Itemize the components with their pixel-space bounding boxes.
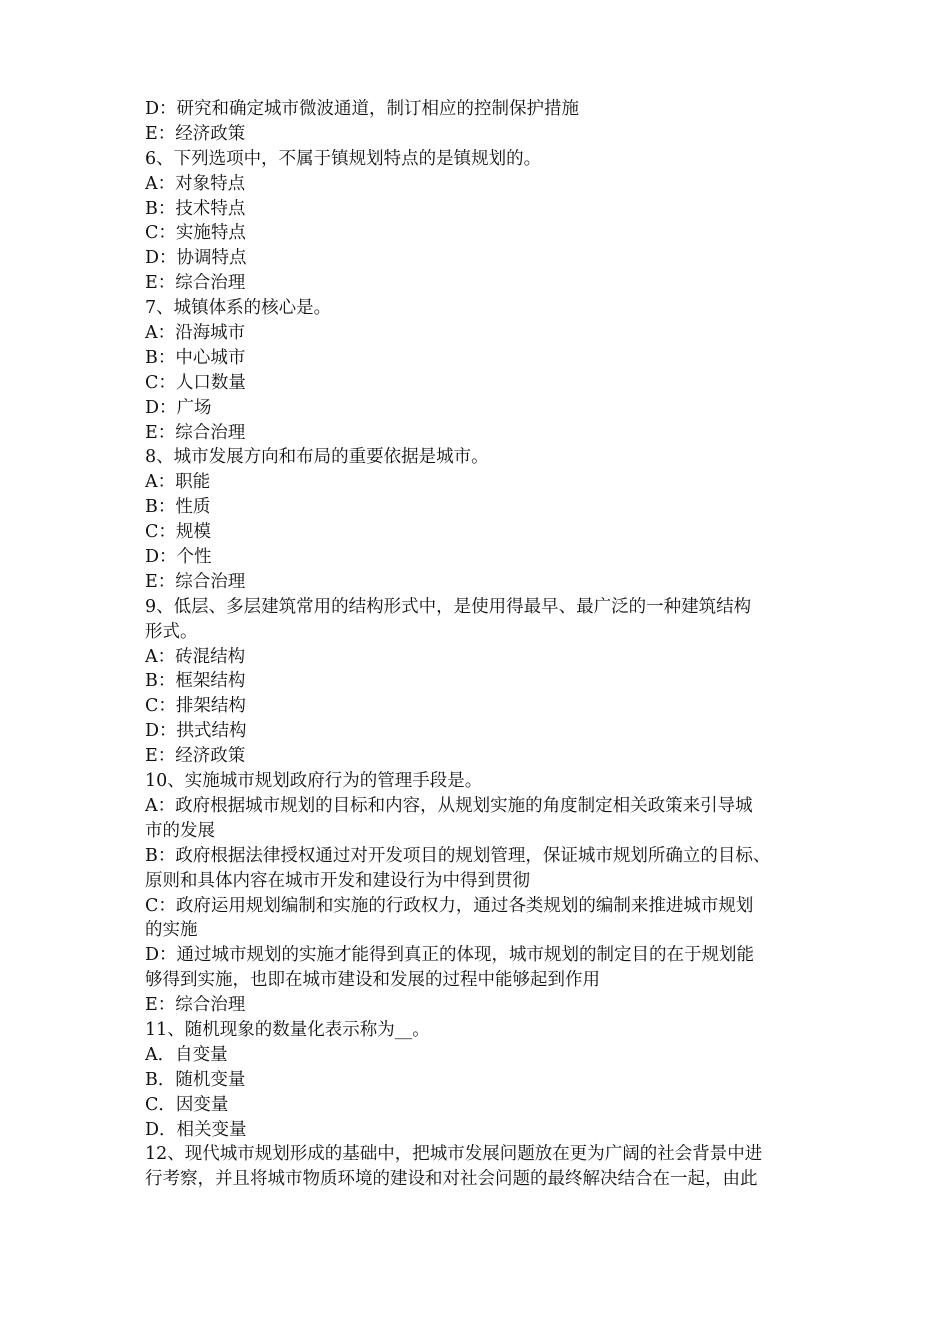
- option-d: D：协调特点: [145, 248, 247, 269]
- option-a: A：对象特点: [145, 173, 246, 194]
- option-e: E：综合治理: [145, 273, 246, 294]
- question-6: 6、下列选项中，不属于镇规划特点的是镇规划的。: [145, 148, 542, 169]
- option-c: C：排架结构: [145, 696, 246, 717]
- option-b: B：性质: [145, 497, 211, 518]
- option-e: E：经济政策: [145, 746, 246, 767]
- option-b: B：政府根据法律授权通过对开发项目的规划管理，保证城市规划所确立的目标、: [145, 845, 771, 866]
- option-d: D．相关变量: [145, 1119, 247, 1140]
- question-9: 9、低层、多层建筑常用的结构形式中，是使用得最早、最广泛的一种建筑结构: [145, 596, 752, 617]
- question-8: 8、城市发展方向和布局的重要依据是城市。: [145, 447, 489, 468]
- option-b-continued: 原则和具体内容在城市开发和建设行为中得到贯彻: [145, 870, 530, 891]
- option-a: A：职能: [145, 472, 211, 493]
- text-line: D：研究和确定城市微波通道，制订相应的控制保护措施: [145, 99, 580, 119]
- option-a: A：沿海城市: [145, 323, 246, 344]
- option-d-continued: 够得到实施，也即在城市建设和发展的过程中能够起到作用: [145, 970, 600, 991]
- question-9-continued: 形式。: [145, 621, 198, 642]
- option-a: A．自变量: [145, 1044, 228, 1065]
- option-c: C：人口数量: [145, 372, 246, 393]
- question-12-continued: 行考察，并且将城市物质环境的建设和对社会问题的最终解决结合在一起，由此: [145, 1169, 758, 1190]
- option-c-continued: 的实施: [145, 920, 198, 941]
- question-10: 10、实施城市规划政府行为的管理手段是。: [145, 771, 483, 792]
- option-e: E：综合治理: [145, 422, 246, 443]
- option-a-continued: 市的发展: [145, 820, 215, 841]
- option-a: A：砖混结构: [145, 646, 246, 667]
- option-d: D：拱式结构: [145, 721, 247, 742]
- option-b: B．随机变量: [145, 1069, 246, 1090]
- option-a: A：政府根据城市规划的目标和内容，从规划实施的角度制定相关政策来引导城: [145, 795, 753, 816]
- option-b: B：框架结构: [145, 671, 246, 692]
- question-12: 12、现代城市规划形成的基础中，把城市发展问题放在更为广阔的社会背景中进: [145, 1144, 763, 1165]
- question-7: 7、城镇体系的核心是。: [145, 298, 332, 319]
- option-d: D：个性: [145, 547, 212, 568]
- option-b: B：中心城市: [145, 347, 246, 368]
- document-page: [145, 97, 810, 1192]
- option-c: C：规模: [145, 522, 211, 543]
- option-c: C：政府运用规划编制和实施的行政权力，通过各类规划的编制来推进城市规划: [145, 895, 754, 916]
- option-c: C．因变量: [145, 1094, 229, 1115]
- option-d: D：通过城市规划的实施才能得到真正的体现，城市规划的制定目的在于规划能: [145, 945, 755, 966]
- option-b: B：技术特点: [145, 198, 246, 219]
- option-c: C：实施特点: [145, 223, 246, 244]
- option-d: D：广场: [145, 397, 212, 418]
- option-e: E：综合治理: [145, 571, 246, 592]
- text-line: E：经济政策: [145, 123, 246, 144]
- question-11: 11、随机现象的数量化表示称为__。: [145, 1019, 430, 1040]
- option-e: E：综合治理: [145, 995, 246, 1016]
